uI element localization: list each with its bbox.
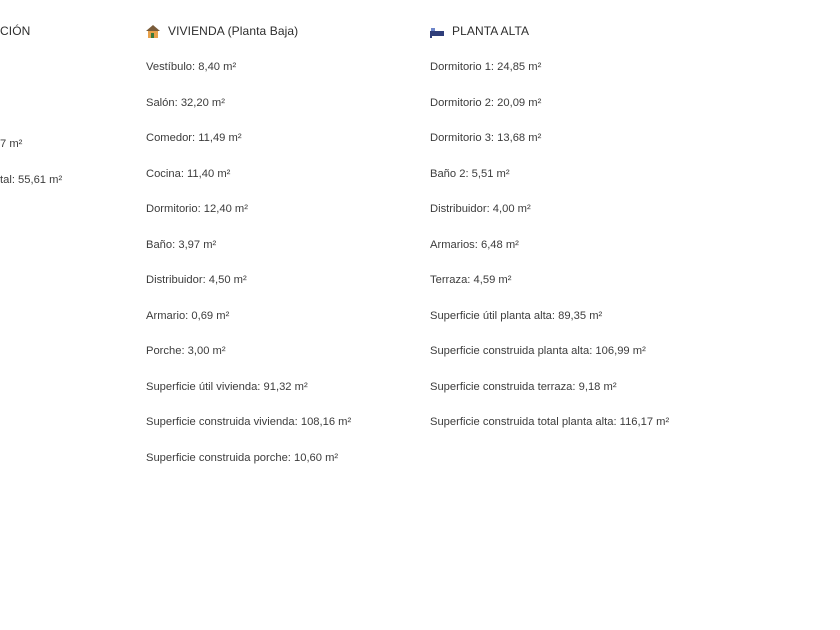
- bed-icon: [430, 25, 444, 38]
- list-item: Vestíbulo: 8,40 m²: [146, 61, 237, 73]
- list-item: Salón: 32,20 m²: [146, 96, 225, 109]
- area-list: [430, 60, 669, 451]
- area-list: [0, 137, 62, 208]
- list-item: Armarios: 6,48 m²: [430, 238, 519, 251]
- list-item: Superficie construida total planta alta: 116,17 m²: [430, 416, 670, 428]
- list-item: Superficie construida terraza: 9,18 m²: [430, 380, 617, 393]
- section-header: [146, 24, 298, 38]
- house-icon: [146, 25, 160, 38]
- list-item: Dormitorio: 12,40 m²: [146, 203, 248, 215]
- list-item: Dormitorio 1: 24,85 m²: [430, 61, 542, 73]
- list-item: Cocina: 11,40 m²: [146, 167, 231, 180]
- list-item: Baño: 3,97 m²: [146, 238, 217, 251]
- list-item: Armario: 0,69 m²: [146, 309, 230, 322]
- list-item: Baño 2: 5,51 m²: [430, 167, 510, 180]
- list-item: Distribuidor: 4,50 m²: [146, 274, 247, 286]
- list-item: Superficie útil vivienda: 91,32 m²: [146, 380, 308, 393]
- list-item: Superficie construida vivienda: 108,16 m²: [146, 416, 352, 428]
- section-header: [430, 24, 529, 38]
- area-list: [146, 60, 351, 486]
- list-item: Comedor: 11,49 m²: [146, 132, 242, 144]
- section-title: VIVIENDA (Planta Baja): [168, 24, 299, 38]
- list-item: Terraza: 4,59 m²: [430, 274, 512, 286]
- section-title: CIÓN: [0, 24, 31, 38]
- list-item: Superficie útil planta alta: 89,35 m²: [430, 309, 603, 322]
- list-item: Dormitorio 2: 20,09 m²: [430, 96, 542, 109]
- list-item: 7 m²: [0, 138, 23, 150]
- list-item: Porche: 3,00 m²: [146, 345, 226, 357]
- list-item: tal: 55,61 m²: [0, 173, 63, 186]
- list-item: Distribuidor: 4,00 m²: [430, 203, 531, 215]
- section-title: PLANTA ALTA: [452, 24, 530, 38]
- list-item: Dormitorio 3: 13,68 m²: [430, 132, 542, 144]
- list-item: Superficie construida planta alta: 106,99 m²: [430, 345, 646, 357]
- section-header: [0, 24, 30, 38]
- list-item: Superficie construida porche: 10,60 m²: [146, 451, 339, 464]
